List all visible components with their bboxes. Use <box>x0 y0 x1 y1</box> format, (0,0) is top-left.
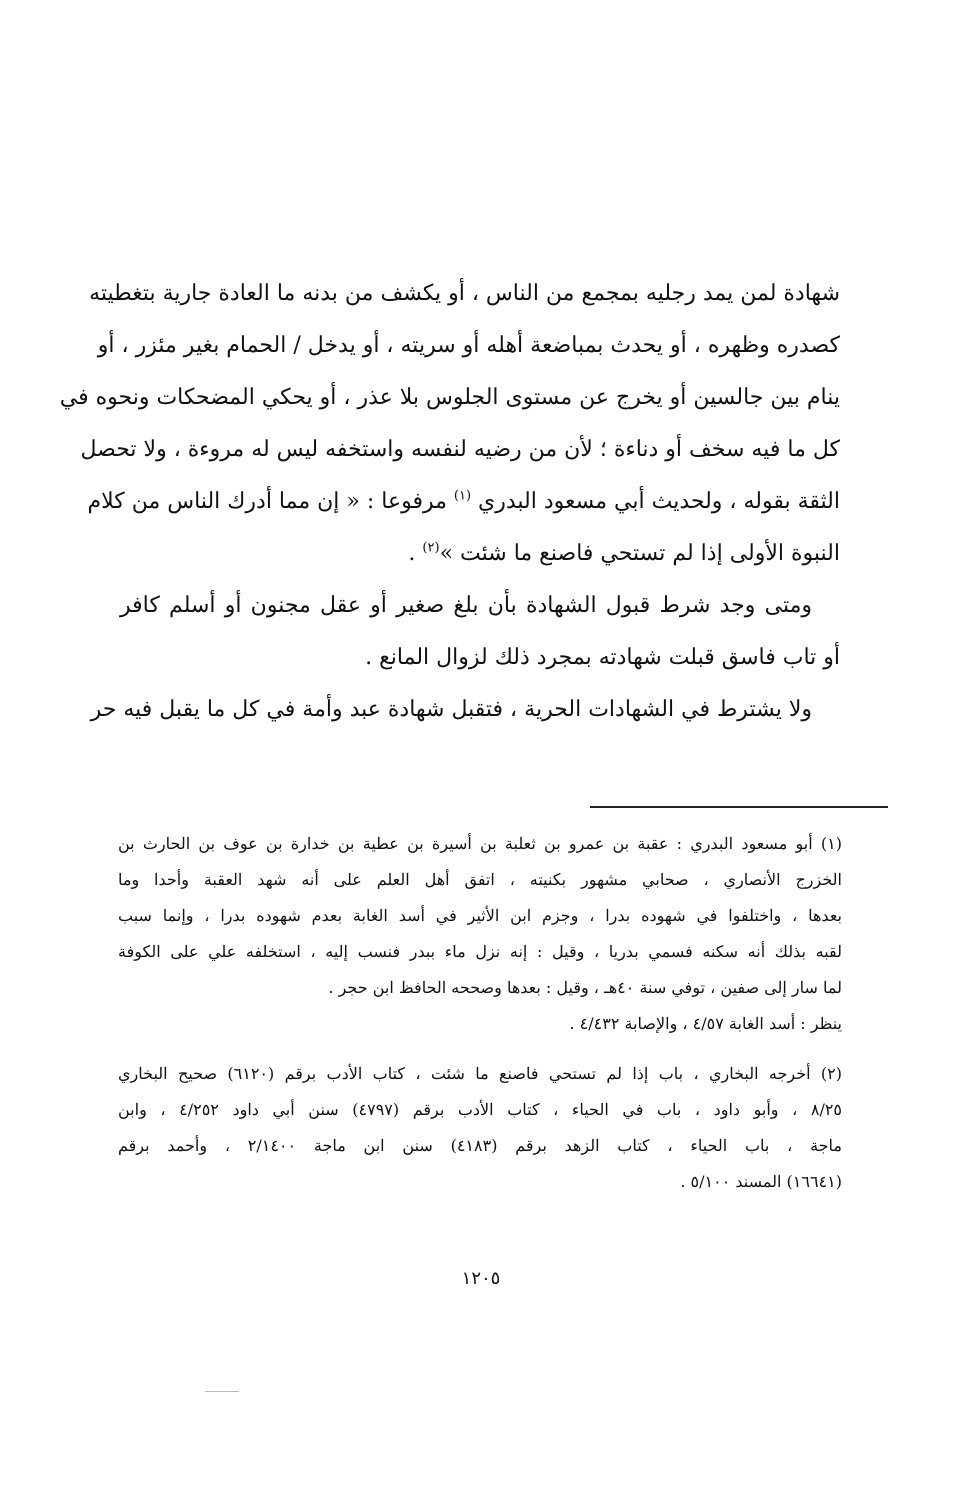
footnote-1-line-3: بعدها ، واختلفوا في شهوده بدرا ، وجزم ابن الأثير في أسد الغابة بعدم شهوده بدرا ، وإنما سبب <box>118 906 843 925</box>
body-line-2: كصدره وظهره ، أو يحدث بمباضعة أهله أو سريته ، أو يدخل / الحمام بغير مئزر ، أو <box>97 333 840 358</box>
quote-close-mark: » <box>439 541 454 566</box>
footnote-1-line-4: لقبه بذلك أنه سكنه فسمي بدريا ، وقيل : إنه نزل ماء ببدر فنسب إليه ، استخلفه علي على الكوفة <box>118 942 842 961</box>
footnote-2-line-4: (١٦٦٤١) المسند ٥/١٠٠ . <box>680 1172 842 1191</box>
body-line-3: ينام بين جالسين أو يخرج عن مستوى الجلوس بلا عذر ، أو يحكي المضحكات ونحوه في <box>59 385 840 410</box>
body-line-6 <box>120 528 840 580</box>
body-line-5-start: الثقة بقوله ، ولحديث أبي مسعود البدري <box>478 489 840 514</box>
footnote-gap <box>118 1042 842 1056</box>
body-line-1: شهادة لمن يمد رجليه بمجمع من الناس ، أو يكشف من بدنه ما العادة جارية بتغطيته <box>89 281 840 306</box>
footnote-1-reference: ينظر : أسد الغابة ٤/٥٧ ، والإصابة ٤/٤٣٢ . <box>569 1014 842 1033</box>
body-line-6-period: . <box>408 541 423 566</box>
footnote-1-line-5: لما سار إلى صفين ، توفي سنة ٤٠هـ ، وقيل : بعدها وصححه الحافظ ابن حجر . <box>328 978 842 997</box>
footnote-ref-2: (٢) <box>422 540 440 556</box>
body-line-9: ولا يشترط في الشهادات الحرية ، فتقبل شهادة عبد وأمة في كل ما يقبل فيه حر <box>90 697 812 722</box>
body-line-5 <box>87 476 840 528</box>
main-body-text <box>59 268 840 736</box>
footnote-2-line-2: ٨/٢٥ ، وأبو داود ، باب في الحياء ، كتاب الأدب برقم (٤٧٩٧) سنن أبي داود ٤/٢٥٢ ، وابن <box>118 1100 843 1119</box>
footnote-2-line-3: ماجة ، باب الحياء ، كتاب الزهد برقم (٤١٨٣) سنن ابن ماجة ٢/١٤٠٠ ، وأحمد برقم <box>118 1136 842 1155</box>
footnote-ref-1: (١) <box>453 488 472 504</box>
body-line-5-end: مرفوعا : « إن مما أدرك الناس من كلام <box>87 489 447 514</box>
body-line-4: كل ما فيه سخف أو دناءة ؛ لأن من رضيه لنفسه واستخفه ليس له مروءة ، ولا تحصل <box>80 437 840 462</box>
body-line-6-text: النبوة الأولى إذا لم تستحي فاصنع ما شئت <box>460 541 840 566</box>
footnote-1-line-2: الخزرج الأنصاري ، صحابي مشهور بكنيته ، اتفق أهل العلم على أنه شهد العقبة وأحدا وما <box>118 870 842 889</box>
footnote-separator <box>590 806 888 808</box>
footnote-1-line-1: (١) أبو مسعود البدري : عقبة بن عمرو بن ثعلبة بن أسيرة بن عطية بن خدارة بن عوف بن الحارث بن <box>118 834 842 853</box>
footnotes <box>118 826 842 1200</box>
scan-mark <box>205 1391 239 1392</box>
footnote-2-line-1: (٢) أخرجه البخاري ، باب إذا لم تستحي فاصنع ما شئت ، كتاب الأدب برقم (٦١٢٠) صحيح البخاري <box>118 1064 843 1083</box>
body-line-7: ومتى وجد شرط قبول الشهادة بأن بلغ صغير أو عقل مجنون أو أسلم كافر <box>120 593 812 618</box>
body-line-8: أو تاب فاسق قبلت شهادته بمجرد ذلك لزوال المانع . <box>365 645 840 670</box>
page-number: ١٢٠٥ <box>461 1268 501 1289</box>
